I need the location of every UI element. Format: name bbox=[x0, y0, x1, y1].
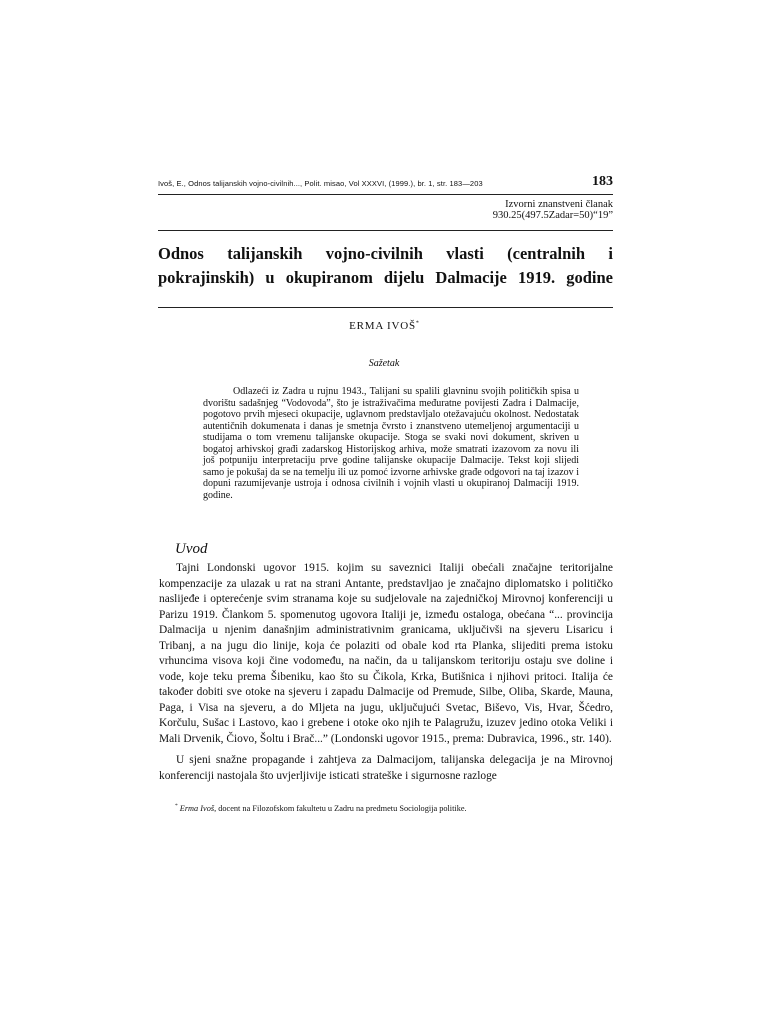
summary-heading: Sažetak bbox=[368, 358, 400, 369]
udc-code: 930.25(497.5Zadar=50)“19” bbox=[492, 210, 613, 221]
body-text bbox=[159, 561, 613, 784]
author-footnote-mark: * bbox=[415, 320, 419, 327]
footnote-mark: * bbox=[175, 803, 178, 809]
footnote-text: , docent na Filozofskom fakultetu u Zadru na predmetu Sociologija politike. bbox=[214, 803, 467, 813]
article-classification bbox=[493, 199, 613, 221]
page-number: 183 bbox=[592, 174, 613, 189]
running-header bbox=[158, 174, 613, 195]
section-heading: Uvod bbox=[175, 541, 208, 557]
footnote-author: Erma Ivoš bbox=[179, 803, 215, 813]
title-rule-bottom bbox=[158, 307, 613, 308]
body-paragraph: U sjeni snažne propagande i zahtjeva za Dalmacijom, talijanska delegacija je na Mirovnoj konferenciji nastojala što uvjerljivije isticati strateške i sigurnosne razloge bbox=[159, 754, 613, 782]
article-title: Odnos talijanskih vojno-civilnih vlasti (centralnih i pokrajinskih) u okupiranom dijelu Dalmacije 1919. godine bbox=[158, 244, 613, 287]
author-name: ERMA IVOŠ bbox=[349, 320, 416, 332]
footnote bbox=[175, 803, 467, 813]
body-paragraph: Tajni Londonski ugovor 1915. kojim su saveznici Italiji obećali značajne teritorijalne kompenzacije za ulazak u rat na strani Antante, predstavljao je značajno diplomatsko i političko naslijeđe i opterećenje svim stranama koje su sudjelovale na zajedničkoj Mirovnoj konferenciji u Parizu 1919. Člankom 5. spomenutog ugovora Italiji je, između ostaloga, obećana “... provincija Dalmacija u njenim današnjim administrativnim granicama, uključivši na sjeveru Lisaricu i Tribanj, a na jugu dio linije, koja će polaziti od obale kod rta Planka, slijediti prema istoku vrhuncima visova koji čine vodomeđu, na način, da u talijanskom teritoriju ostaju sve doline i vode, koje teku prema Šibeniku, kao što su Čikola, Krka, Butišnica i njihovi pritoci. Italija će također dobiti sve otoke na sjeveru i zapadu Dalmacije od Premude, Silbe, Oliba, Skarde, Mauna, Paga, i Visa na sjeveru, a do Mljeta na jugu, uključujući Svetac, Biševo, Vis, Hvar, Šćedro, Korčulu, Sušac i Lastovo, kao i grebene i otoke oko njih te Palagružu, izuzev jedino otoka Veliki i Mali Drvenik, Čiovo, Šoltu i Brač...” (Londonski ugovor 1915., prema: Dubravica, 1996., str. 140). bbox=[159, 562, 613, 745]
title-rule-top bbox=[158, 230, 613, 231]
author-line bbox=[0, 320, 768, 332]
abstract-text: Odlazeći iz Zadra u rujnu 1943., Talijani su spalili glavninu svojih političkih spisa u dvorištu sadašnjeg “Vodovoda”, što je istraživačima međuratne povijesti Zadra i Dalmacije, pogotovo prvih mjeseci okupacije, uglavnom predstavljalo otežavajuću okolnost. Nedostatak autentičnih dokumenata i danas je smetnja čvrsto i znanstveno utemeljenoj argumentaciji u studijama o tom vremenu talijanske okupacije. Stoga se svaki novi dokument, skriven u bogatoj arhivskoj građi zadarskog Historijskog arhiva, može smatrati izazovom za novu ili još potpuniju interpretaciju prve godine talijanske okupacije Dalmacije. Tekst koji slijedi samo je pokušaj da se na temelju ili uz pomoć izvorne arhivske građe odgovori na taj izazov i dopuni razumijevanje ustroja i odnosa civilnih i vojnih vlasti u okupiranoj Dalmaciji 1919. godine. bbox=[203, 386, 579, 501]
article-type: Izvorni znanstveni članak bbox=[505, 199, 613, 210]
running-citation: Ivoš, E., Odnos talijanskih vojno-civilnih..., Polit. misao, Vol XXXVI, (1999.), br. 1, str. 183—203 bbox=[158, 179, 483, 188]
